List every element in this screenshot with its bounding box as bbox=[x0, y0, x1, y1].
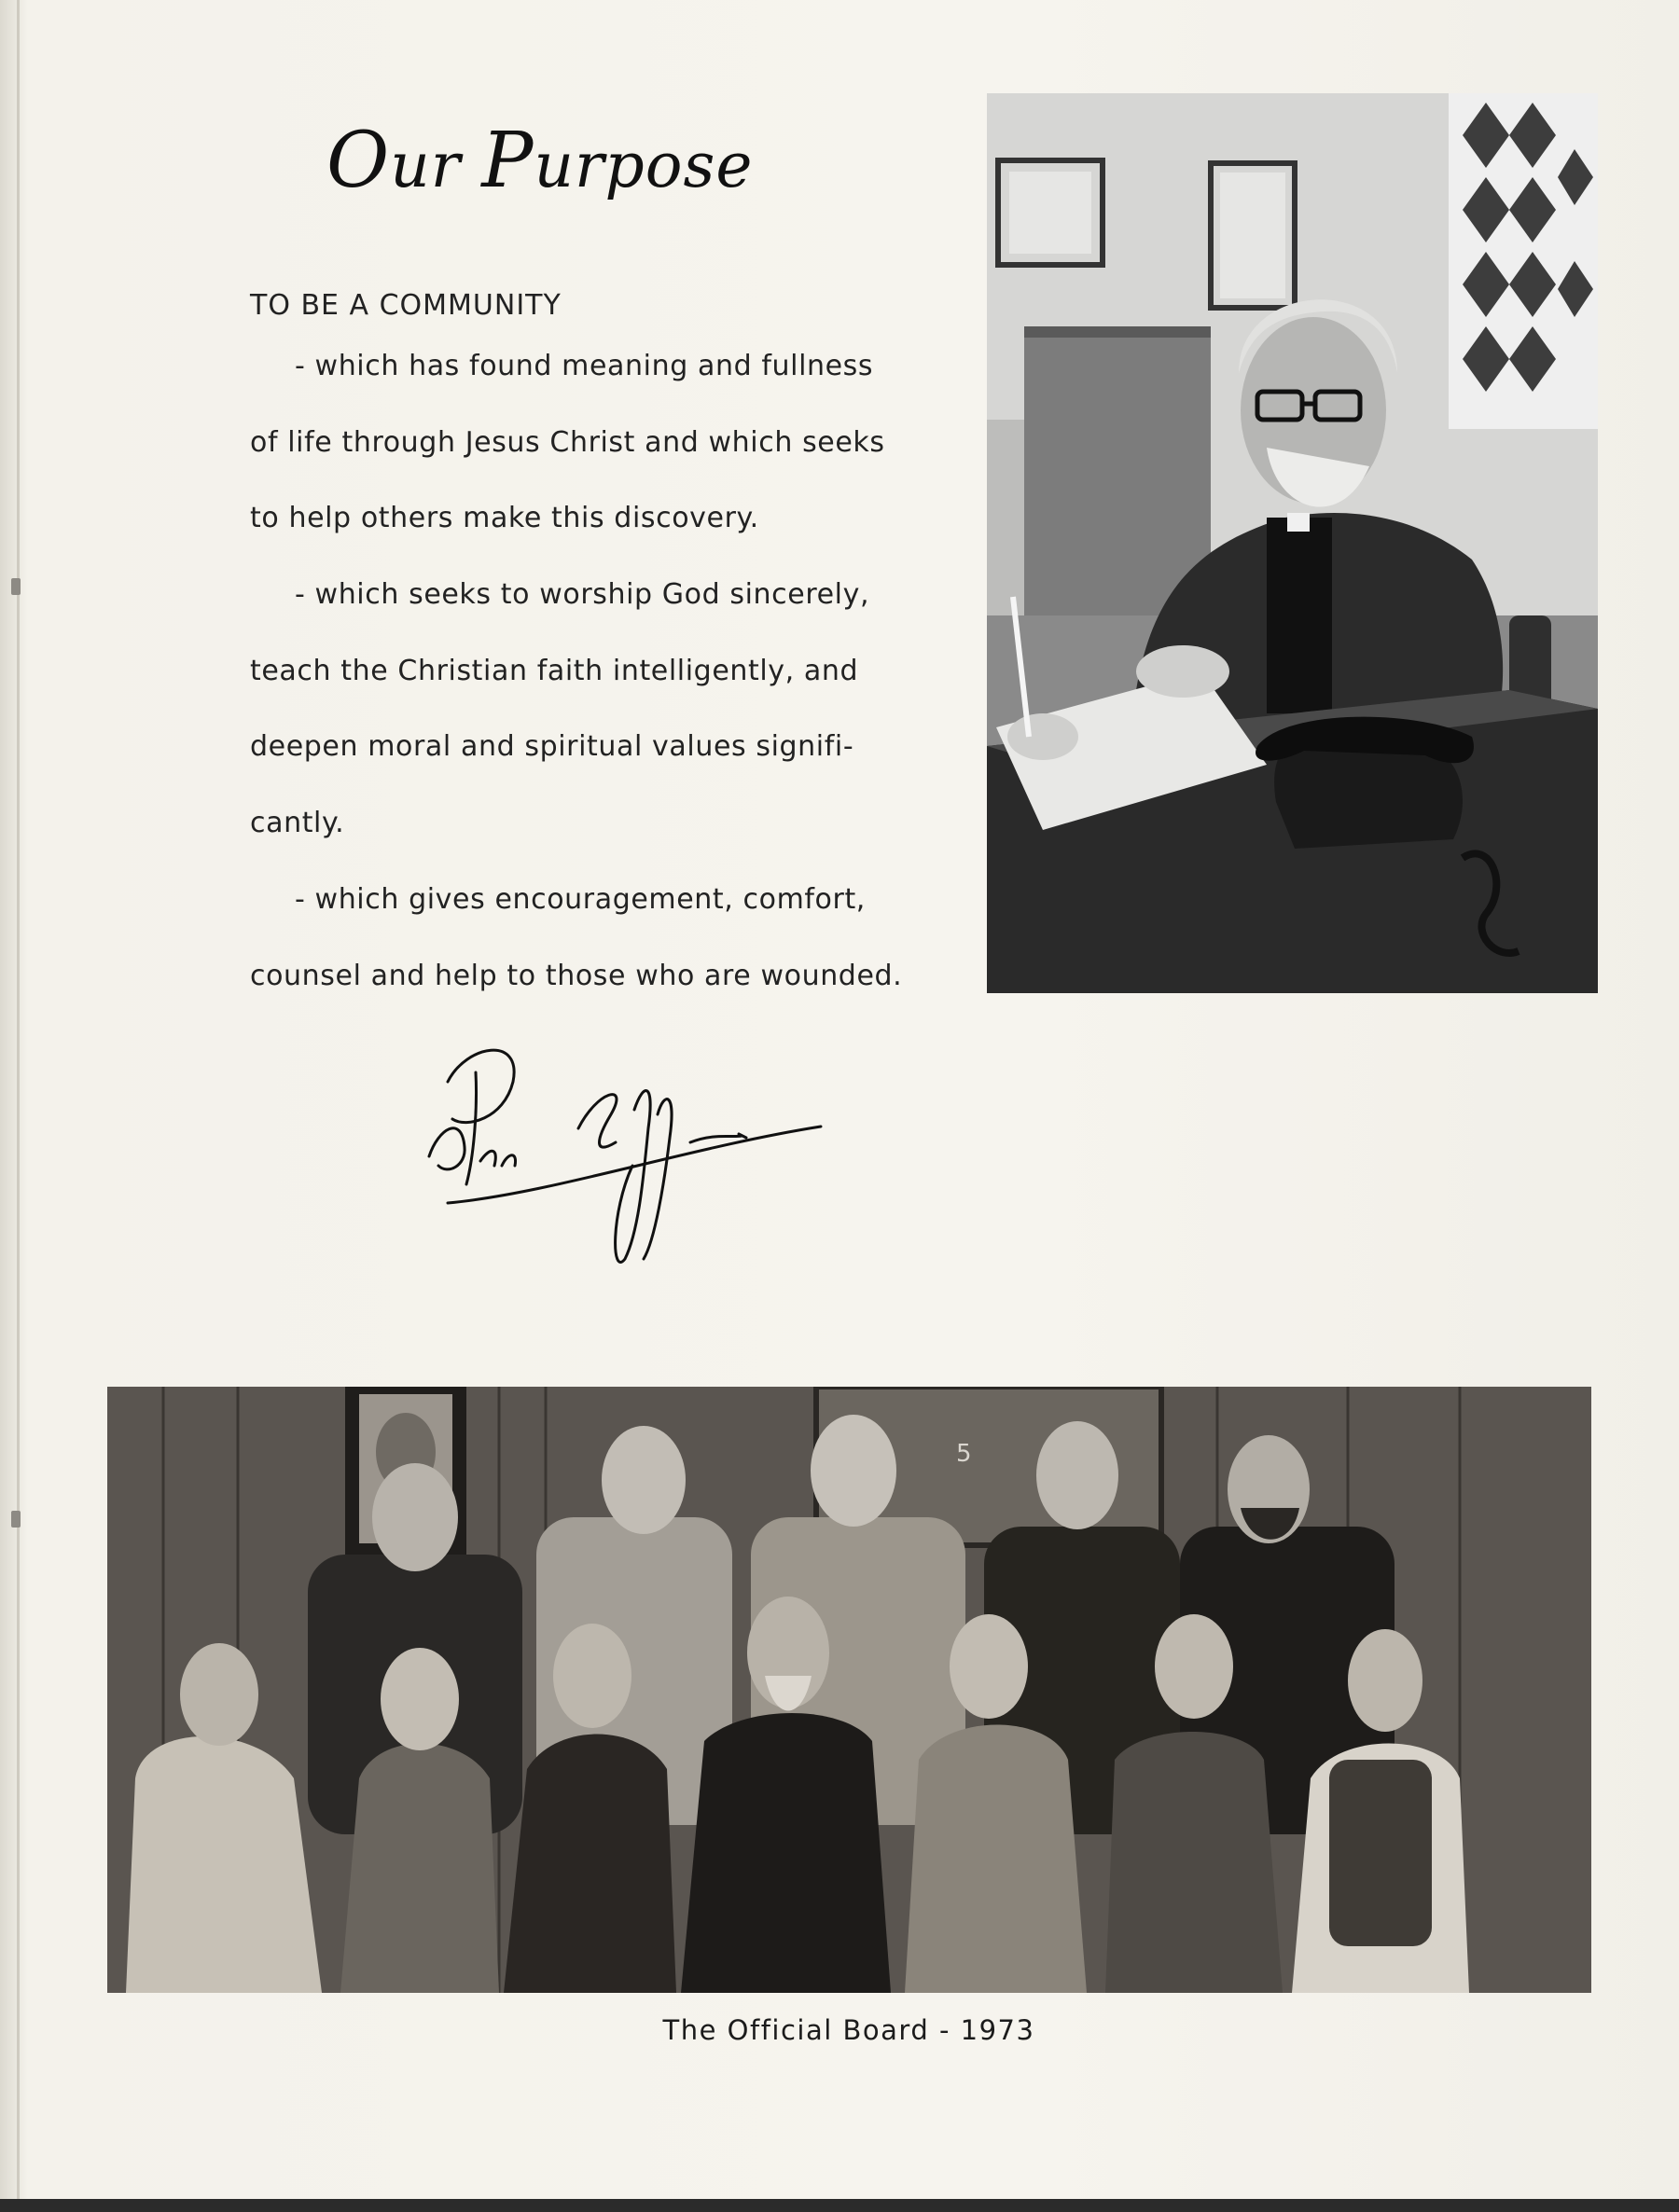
purpose-line: of life through Jesus Christ and which seeks bbox=[250, 425, 885, 459]
purpose-line: - which has found meaning and fullness bbox=[295, 350, 874, 382]
page-bottom-edge bbox=[0, 2199, 1679, 2212]
purpose-line: teach the Christian faith intelligently, and bbox=[250, 654, 859, 687]
pastor-signature bbox=[410, 1026, 840, 1268]
page-binding bbox=[17, 0, 20, 2212]
door-number: 5 bbox=[956, 1440, 972, 1468]
page-heading: Our Purpose bbox=[326, 117, 754, 205]
purpose-line: cantly. bbox=[250, 807, 345, 840]
photo-caption: The Official Board - 1973 bbox=[662, 2014, 1035, 2046]
purpose-statement bbox=[250, 289, 903, 1031]
pastor-desk-photo bbox=[987, 93, 1598, 993]
official-board-photo bbox=[107, 1387, 1591, 1993]
purpose-line: - which gives encouragement, comfort, bbox=[295, 882, 866, 916]
staple-top bbox=[11, 578, 21, 595]
purpose-line: - which seeks to worship God sincerely, bbox=[295, 578, 870, 612]
purpose-line: counsel and help to those who are wounded. bbox=[250, 959, 903, 992]
purpose-line: deepen moral and spiritual values signifi- bbox=[250, 730, 854, 764]
staple-bottom bbox=[11, 1511, 21, 1528]
purpose-lead: TO BE A COMMUNITY bbox=[250, 289, 562, 322]
purpose-line: to help others make this discovery. bbox=[250, 502, 759, 535]
